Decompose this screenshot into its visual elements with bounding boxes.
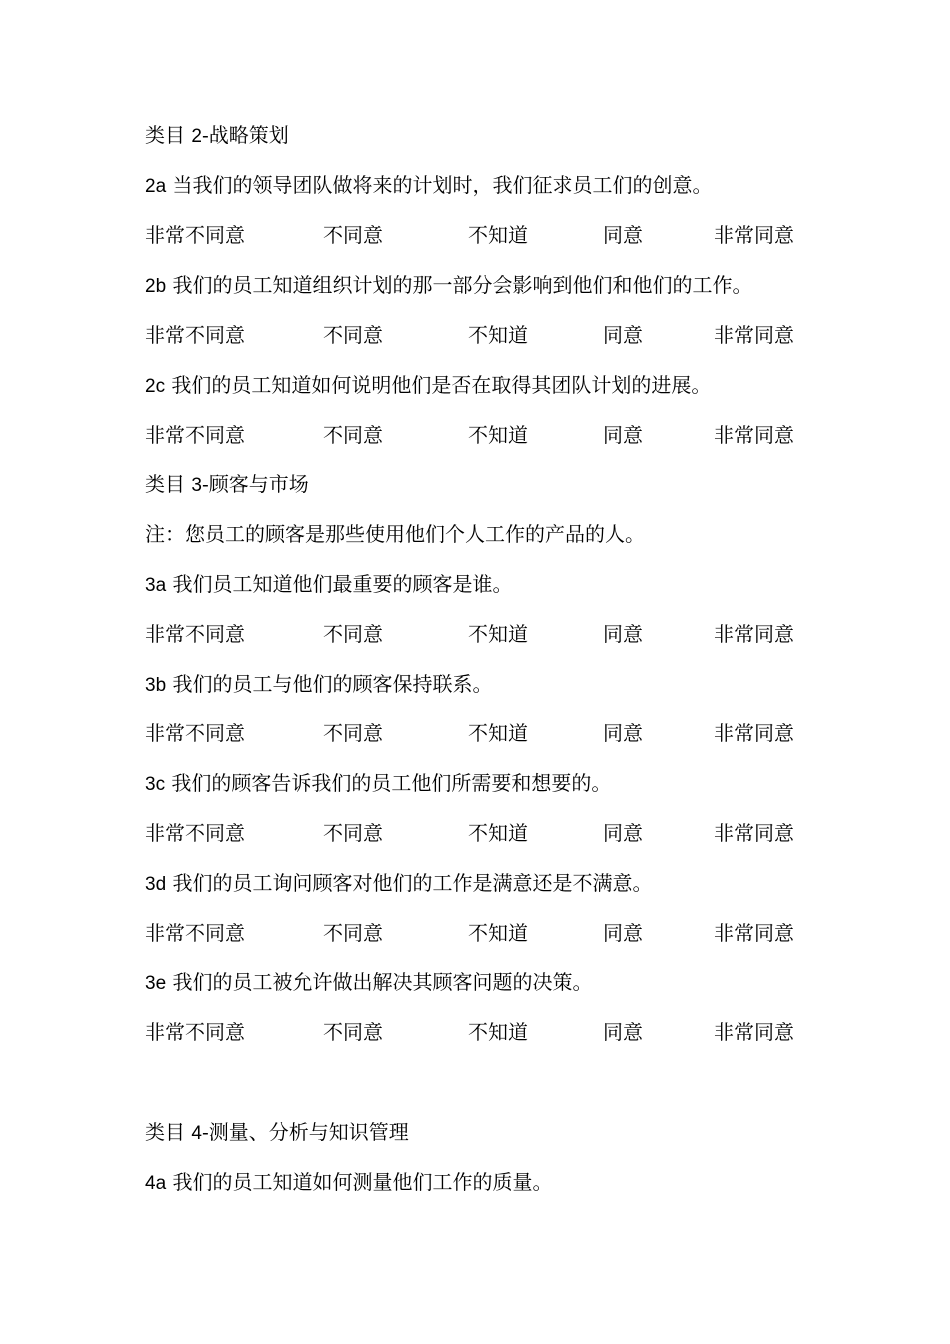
question-id: 3d [145,874,167,895]
option-strongly-disagree[interactable]: 非常不同意 [145,721,245,745]
category-title: -测量、分析与知识管理 [201,1120,409,1144]
option-disagree[interactable]: 不同意 [323,721,383,745]
option-agree[interactable]: 同意 [603,223,643,247]
option-disagree[interactable]: 不同意 [323,423,383,447]
category-title: -战略策划 [201,123,289,147]
question-text: 我们的员工知道如何测量他们工作的质量。 [166,1170,553,1194]
option-strongly-agree[interactable]: 非常同意 [714,622,794,646]
question-text: 我们的员工知道组织计划的那一部分会影响到他们和他们的工作。 [166,273,753,297]
note: 注：您员工的顾客是那些使用他们个人工作的产品的人。 [145,522,645,546]
question-id: 2b [145,276,167,297]
question-id: 3a [145,575,167,596]
option-strongly-agree[interactable]: 非常同意 [714,1020,794,1044]
question [145,770,611,798]
answer-options [145,920,805,946]
answer-options [145,820,805,846]
question-text: 我们的员工询问顾客对他们的工作是满意还是不满意。 [166,871,653,895]
question [145,571,513,599]
question [145,372,711,400]
option-dont-know[interactable]: 不知道 [468,622,528,646]
category-number: 4 [191,1123,202,1144]
category-heading [145,1119,409,1147]
option-disagree[interactable]: 不同意 [323,223,383,247]
question-id: 2c [145,376,166,397]
option-disagree[interactable]: 不同意 [323,821,383,845]
category-number: 2 [191,126,202,147]
category-prefix: 类目 [145,1120,192,1144]
option-strongly-disagree[interactable]: 非常不同意 [145,323,245,347]
question-text: 我们的顾客告诉我们的员工他们所需要和想要的。 [165,771,612,795]
option-strongly-disagree[interactable]: 非常不同意 [145,622,245,646]
question-text: 我们的员工被允许做出解决其顾客问题的决策。 [166,970,593,994]
option-agree[interactable]: 同意 [603,921,643,945]
option-strongly-agree[interactable]: 非常同意 [714,821,794,845]
option-strongly-disagree[interactable]: 非常不同意 [145,1020,245,1044]
question-id: 3b [145,675,167,696]
answer-options [145,1019,805,1045]
category-prefix: 类目 [145,472,192,496]
option-dont-know[interactable]: 不知道 [468,1020,528,1044]
option-strongly-agree[interactable]: 非常同意 [714,323,794,347]
option-agree[interactable]: 同意 [603,423,643,447]
question-id: 3c [145,774,166,795]
question-text: 我们的员工知道如何说明他们是否在取得其团队计划的进展。 [165,373,712,397]
answer-options [145,222,805,248]
option-agree[interactable]: 同意 [603,622,643,646]
question [145,671,493,699]
option-strongly-disagree[interactable]: 非常不同意 [145,423,245,447]
option-agree[interactable]: 同意 [603,323,643,347]
option-strongly-agree[interactable]: 非常同意 [714,921,794,945]
category-heading [145,122,289,150]
option-agree[interactable]: 同意 [603,1020,643,1044]
option-disagree[interactable]: 不同意 [323,1020,383,1044]
option-strongly-agree[interactable]: 非常同意 [714,423,794,447]
question-id: 2a [145,176,167,197]
category-number: 3 [191,475,202,496]
option-strongly-disagree[interactable]: 非常不同意 [145,223,245,247]
option-strongly-disagree[interactable]: 非常不同意 [145,821,245,845]
question-id: 3e [145,973,167,994]
option-dont-know[interactable]: 不知道 [468,323,528,347]
question-text: 当我们的领导团队做将来的计划时，我们征求员工们的创意。 [166,173,713,197]
question-text: 我们员工知道他们最重要的顾客是谁。 [166,572,513,596]
category-heading [145,471,309,499]
question [145,172,713,200]
option-dont-know[interactable]: 不知道 [468,821,528,845]
question-text: 我们的员工与他们的顾客保持联系。 [166,672,493,696]
option-dont-know[interactable]: 不知道 [468,223,528,247]
option-agree[interactable]: 同意 [603,721,643,745]
answer-options [145,322,805,348]
option-agree[interactable]: 同意 [603,821,643,845]
option-strongly-disagree[interactable]: 非常不同意 [145,921,245,945]
question-id: 4a [145,1173,167,1194]
answer-options [145,720,805,746]
option-dont-know[interactable]: 不知道 [468,721,528,745]
question [145,1169,553,1197]
option-disagree[interactable]: 不同意 [323,323,383,347]
option-disagree[interactable]: 不同意 [323,921,383,945]
question [145,870,653,898]
answer-options [145,422,805,448]
option-dont-know[interactable]: 不知道 [468,423,528,447]
category-title: -顾客与市场 [201,472,309,496]
option-disagree[interactable]: 不同意 [323,622,383,646]
option-strongly-agree[interactable]: 非常同意 [714,721,794,745]
question [145,969,593,997]
option-strongly-agree[interactable]: 非常同意 [714,223,794,247]
question [145,272,753,300]
category-prefix: 类目 [145,123,192,147]
answer-options [145,621,805,647]
option-dont-know[interactable]: 不知道 [468,921,528,945]
